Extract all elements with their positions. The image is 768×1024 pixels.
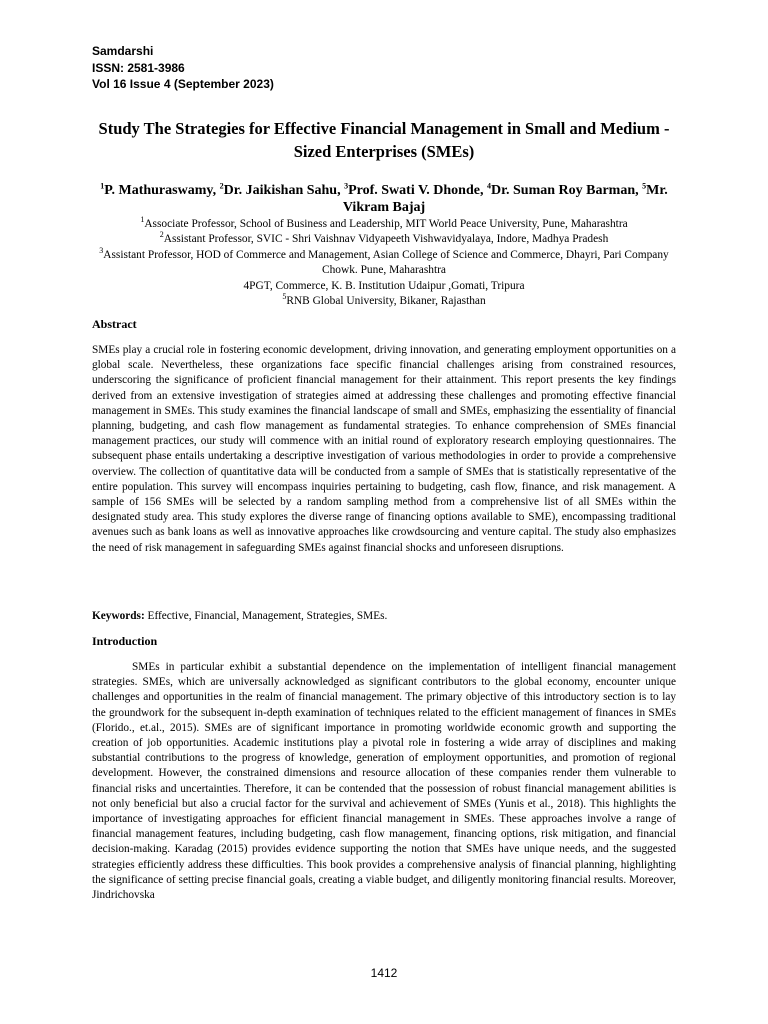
- author-number: 3: [344, 181, 349, 191]
- author-name: Mr. Vikram Bajaj: [342, 183, 668, 215]
- affiliation-text: Assistant Professor, SVIC - Shri Vaishnav Vidyapeeth Vishwavidyalaya, Indore, Madhya Pradesh: [163, 233, 609, 246]
- author-number: 1: [100, 181, 105, 191]
- paper-title: Study The Strategies for Effective Financial Management in Small and Medium -Sized Enterprises (SMEs): [98, 119, 670, 161]
- affiliation-text: Assistant Professor, HOD of Commerce and Management, Asian College of Science and Commerce, Dhayri, Pari Company Chowk. Pune, Maharashtra: [103, 248, 669, 277]
- introduction-heading: Introduction: [92, 634, 158, 648]
- author-name: Dr. Suman Roy Barman,: [490, 183, 643, 198]
- page-number: 1412: [370, 966, 398, 980]
- affiliation-text: RNB Global University, Bikaner, Rajasthan: [286, 295, 486, 308]
- author-name: P. Mathuraswamy,: [104, 183, 220, 198]
- keywords: [92, 608, 387, 624]
- abstract-heading: Abstract: [92, 317, 137, 331]
- affiliation-text: 4PGT, Commerce, K. B. Institution Udaipur ,Gomati, Tripura: [243, 279, 525, 292]
- affiliation: [92, 217, 676, 232]
- affiliation: [92, 232, 676, 247]
- affiliation-list: [92, 217, 676, 309]
- introduction-text: SMEs in particular exhibit a substantial dependence on the implementation of intelligent financial management strategies. SMEs, which are universally acknowledged as significant contributors to the global economy, encounter unique challenges and opportunities in the realm of financial management. The primary objective of this introductory section is to lay the groundwork for the subsequent in-depth examination of techniques related to the efficient management of finances in SMEs (Florido., et.al., 2015). SMEs are of significant importance in promoting worldwide economic growth and supporting the creation of job opportunities. Academic institutions play a pivotal role in fostering a wide array of disciplines and making substantial contributions to the progress of knowledge, generation of employment opportunities, and promotion of regional development. However, the constrained dimensions and resource allocation of these companies render them vulnerable to financial risks and uncertainties. Therefore, it can be contended that the possession of robust financial management abilities is not only beneficial but also a crucial factor for the survival and achievement of SMEs (Yunis et al., 2018). This highlights the importance of investigating approaches for efficient financial management in SMEs. These approaches involve a range of financial management features, including budgeting, cash flow management, financing options, risk mitigation, and financial decision-making. Karadag (2015) provides evidence supporting the notion that SMEs have unique needs, and the suggested strategies efficiently address these difficulties. This book provides a comprehensive analysis of financial planning, highlighting the significance of setting precise financial goals, creating a viable budget, and diligently monitoring financial results. Moreover, Jindrichovska: [92, 661, 676, 902]
- affiliation-number: 2: [159, 230, 164, 240]
- author-list: [92, 182, 676, 216]
- journal-issn: ISSN: 2581-3986: [92, 60, 185, 75]
- keywords-label: Keywords:: [92, 610, 145, 622]
- author-name: Dr. Jaikishan Sahu,: [223, 183, 345, 198]
- author-number: 5: [642, 181, 647, 191]
- author-name: Prof. Swati V. Dhonde,: [348, 183, 487, 198]
- author-number: 4: [486, 181, 491, 191]
- affiliation: [92, 248, 676, 279]
- author-number: 2: [219, 181, 224, 191]
- affiliation-number: 5: [282, 292, 287, 302]
- affiliation: [92, 294, 676, 309]
- keywords-text: Effective, Financial, Management, Strategies, SMEs.: [144, 610, 388, 622]
- affiliation-text: Associate Professor, School of Business and Leadership, MIT World Peace University, Pune, Maharashtra: [144, 218, 628, 230]
- affiliation-number: 3: [99, 246, 104, 256]
- affiliation-number: 1: [140, 215, 145, 225]
- affiliation: [92, 279, 676, 294]
- journal-volume: Vol 16 Issue 4 (September 2023): [92, 77, 274, 91]
- journal-name: Samdarshi: [92, 44, 154, 58]
- journal-header: [92, 43, 274, 93]
- abstract-text: SMEs play a crucial role in fostering economic development, driving innovation, and generating employment opportunities on a global scale. Nevertheless, these organizations face specific financial challenges arising from constrained resources, underscoring the significance of proficient financial management for their attainment. This report presents the key findings derived from an extensive investigation of strategies aimed at addressing these challenges and promoting effective financial management in SMEs. This study examines the financial landscape of small and SMEs, emphasizing the essentiality of financial planning, budgeting, and cash flow management as fundamental strategies. To enhance comprehension of SMEs financial management practices, our study will commence with an initial round of exploratory research employing questionnaires. The subsequent phase entails undertaking a descriptive investigation of various methodologies in order to provide a comprehensive overview. The collection of quantitative data will be conducted from a sample of SMEs that is statistically representative of the entire population. This survey will encompass inquiries pertaining to budgeting, cash flow, finance, and risk management. A sample of 156 SMEs will be selected by a random sampling method from a comprehensive list of all SMEs within the designated study area. This study explores the diverse range of financing options available to SME), encompassing traditional avenues such as bank loans as well as innovative approaches like crowdsourcing and venture capital. The study also emphasizes the need of risk management in safeguarding SMEs against financial shocks and unforeseen disruptions.: [92, 344, 676, 554]
